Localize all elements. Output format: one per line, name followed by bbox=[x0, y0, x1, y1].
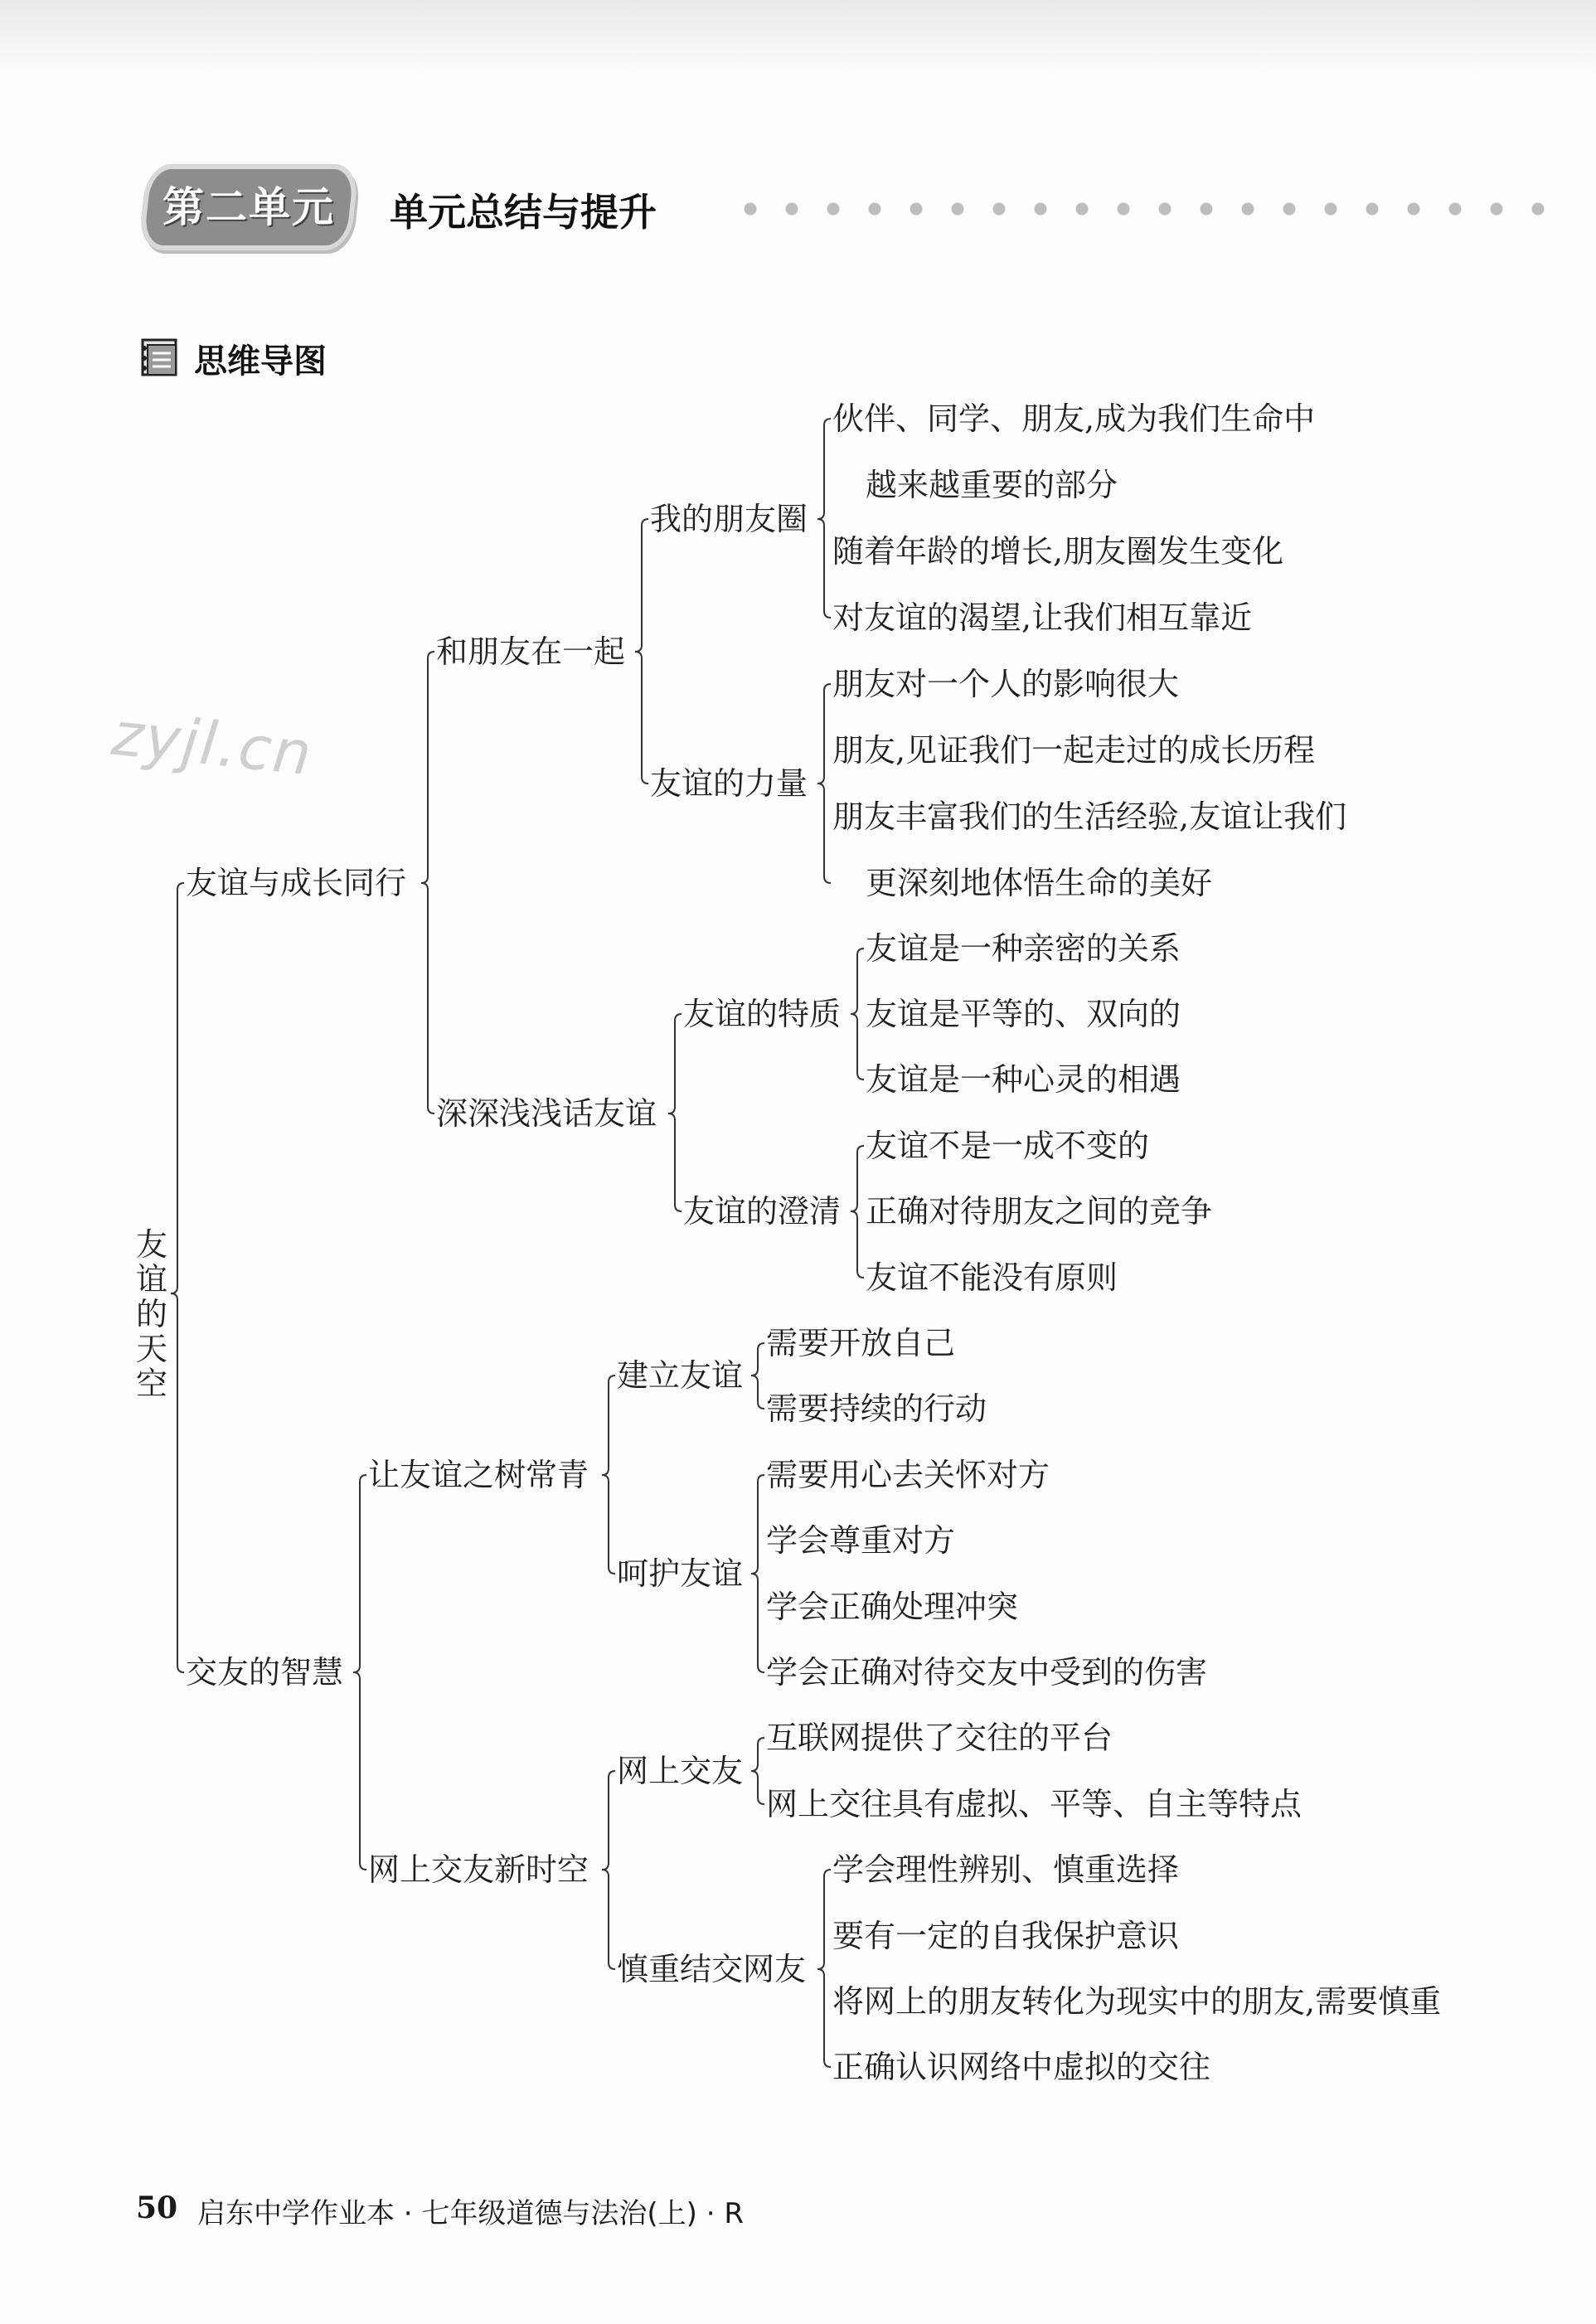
l2-node: 让友谊之树常青 bbox=[368, 1457, 589, 1493]
page-number: 50 bbox=[136, 2191, 178, 2225]
leaf-item: 将网上的朋友转化为现实中的朋友,需要慎重 bbox=[832, 1983, 1442, 2020]
l3-node: 友谊的澄清 bbox=[683, 1193, 842, 1230]
leaf-item: 朋友对一个人的影响很大 bbox=[832, 666, 1180, 702]
bracket-line bbox=[751, 1343, 764, 1409]
leaf-item: 随着年龄的增长,朋友圈发生变化 bbox=[832, 533, 1284, 570]
leaf-item: 更深刻地体悟生命的美好 bbox=[866, 865, 1213, 901]
leaf-item: 需要开放自己 bbox=[766, 1325, 956, 1361]
bracket-line bbox=[668, 1014, 682, 1211]
leaf-item: 需要持续的行动 bbox=[766, 1390, 987, 1427]
bracket-line bbox=[635, 519, 648, 784]
bracket-line bbox=[851, 1146, 864, 1278]
l3-node: 友谊的特质 bbox=[683, 996, 842, 1032]
l1-node: 友谊与成长同行 bbox=[186, 865, 407, 901]
l2-node: 网上交友新时空 bbox=[368, 1851, 589, 1888]
section-title: 思维导图 bbox=[194, 342, 327, 381]
l1-node: 交友的智慧 bbox=[186, 1654, 344, 1691]
l2-node: 和朋友在一起 bbox=[436, 633, 626, 670]
unit-title: 单元总结与提升 bbox=[390, 190, 657, 235]
leaf-item: 正确对待朋友之间的竞争 bbox=[866, 1193, 1213, 1230]
l3-node: 呵护友谊 bbox=[617, 1555, 744, 1592]
leaf-item: 正确认识网络中虚拟的交往 bbox=[832, 2049, 1211, 2085]
mindmap-root: 友谊的天空 bbox=[135, 1226, 167, 1402]
leaf-item: 互联网提供了交往的平台 bbox=[766, 1720, 1113, 1756]
bracket-line bbox=[602, 1771, 615, 1969]
watermark: zyjl.cn bbox=[109, 698, 317, 789]
bracket-line bbox=[602, 1375, 615, 1574]
bracket-line bbox=[353, 1475, 366, 1870]
leaf-item: 友谊是一种亲密的关系 bbox=[866, 930, 1181, 967]
leaf-item: 学会正确对待交友中受到的伤害 bbox=[766, 1654, 1208, 1691]
bracket-line bbox=[421, 652, 434, 1113]
l3-node: 我的朋友圈 bbox=[650, 501, 808, 537]
book-title: 启东中学作业本 · 七年级道德与法治(上) · R bbox=[197, 2197, 744, 2230]
bracket-line bbox=[817, 684, 831, 883]
bracket-line bbox=[171, 883, 184, 1672]
leaf-item: 友谊是平等的、双向的 bbox=[866, 996, 1181, 1032]
leaf-item: 越来越重要的部分 bbox=[866, 467, 1118, 503]
leaf-item: 学会理性辨别、慎重选择 bbox=[832, 1851, 1180, 1888]
leaf-item: 要有一定的自我保护意识 bbox=[832, 1918, 1180, 1954]
bracket-line bbox=[817, 1870, 831, 2067]
unit-badge-text: 第二单元 bbox=[163, 183, 335, 231]
leaf-item: 友谊是一种心灵的相遇 bbox=[866, 1061, 1181, 1098]
leaf-item: 伙伴、同学、朋友,成为我们生命中 bbox=[832, 400, 1316, 437]
leaf-item: 朋友,见证我们一起走过的成长历程 bbox=[832, 732, 1316, 769]
leaf-item: 学会正确处理冲突 bbox=[766, 1589, 1019, 1625]
leaf-item: 网上交往具有虚拟、平等、自主等特点 bbox=[766, 1786, 1303, 1822]
bracket-line bbox=[751, 1738, 764, 1804]
leaf-item: 学会尊重对方 bbox=[766, 1522, 956, 1559]
bracket-line bbox=[851, 949, 864, 1080]
l3-node: 慎重结交网友 bbox=[617, 1951, 807, 1987]
leaf-item: 需要用心去关怀对方 bbox=[766, 1457, 1050, 1493]
l2-node: 深深浅浅话友谊 bbox=[436, 1095, 657, 1132]
bracket-line bbox=[751, 1475, 764, 1672]
leaf-item: 友谊不是一成不变的 bbox=[866, 1128, 1150, 1164]
l3-node: 友谊的力量 bbox=[650, 765, 808, 802]
bracket-line bbox=[817, 419, 831, 618]
leaf-item: 对友谊的渴望,让我们相互靠近 bbox=[832, 599, 1253, 636]
l3-node: 网上交友 bbox=[617, 1753, 744, 1789]
leaf-item: 友谊不能没有原则 bbox=[866, 1259, 1118, 1296]
l3-node: 建立友谊 bbox=[617, 1357, 744, 1394]
leaf-item: 朋友丰富我们的生活经验,友谊让我们 bbox=[832, 798, 1347, 835]
